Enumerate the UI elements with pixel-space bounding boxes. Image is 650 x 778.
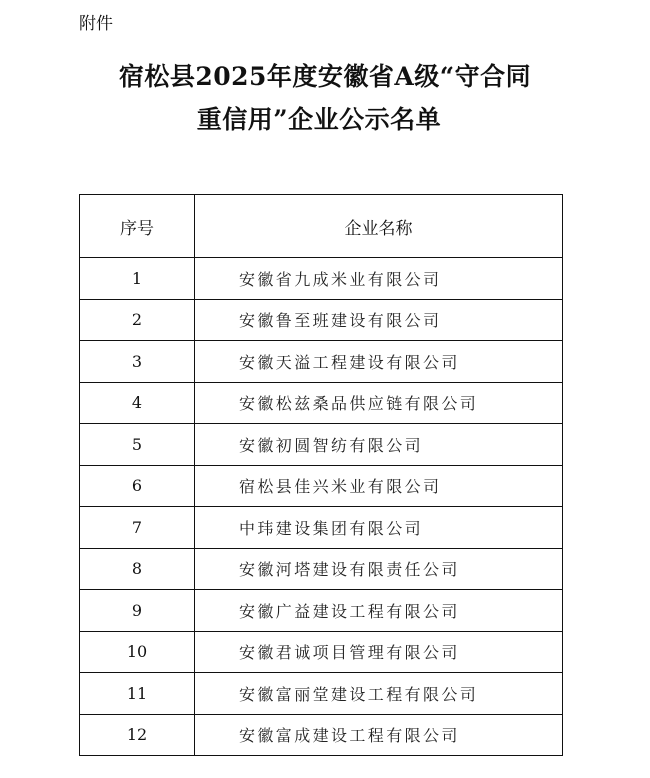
row-number: 4 [80,382,195,424]
company-name: 安徽鲁至班建设有限公司 [195,299,563,341]
company-name: 宿松县佳兴米业有限公司 [195,465,563,507]
row-number: 11 [80,673,195,715]
table-row [80,673,563,715]
table-row [80,258,563,300]
row-number: 1 [80,258,195,300]
table-row [80,631,563,673]
attachment-label: 附件 [79,14,113,34]
row-number: 10 [80,631,195,673]
document-title-line-1: 宿松县2025年度安徽省A级“守合同 [118,62,532,91]
row-number: 8 [80,548,195,590]
table-row [80,382,563,424]
company-name: 安徽松兹桑品供应链有限公司 [195,382,563,424]
table-row [80,424,563,466]
table-row [80,507,563,549]
row-number: 6 [80,465,195,507]
table-row [80,548,563,590]
company-name: 安徽富成建设工程有限公司 [195,714,563,756]
table-row [80,299,563,341]
company-name: 安徽君诚项目管理有限公司 [195,631,563,673]
header-serial-number: 序号 [80,195,195,258]
company-name: 中玮建设集团有限公司 [195,507,563,549]
table-row [80,714,563,756]
table-row [80,590,563,632]
row-number: 7 [80,507,195,549]
row-number: 5 [80,424,195,466]
company-name: 安徽富丽堂建设工程有限公司 [195,673,563,715]
table-header-row [80,195,563,258]
company-name: 安徽省九成米业有限公司 [195,258,563,300]
document-title-line-2: 重信用”企业公示名单 [196,105,442,134]
row-number: 12 [80,714,195,756]
company-name: 安徽天溢工程建设有限公司 [195,341,563,383]
header-company-name: 企业名称 [195,195,563,258]
company-name: 安徽初圆智纺有限公司 [195,424,563,466]
company-list-table [79,194,563,756]
company-name: 安徽广益建设工程有限公司 [195,590,563,632]
table-row [80,341,563,383]
row-number: 2 [80,299,195,341]
company-name: 安徽河塔建设有限责任公司 [195,548,563,590]
table-row [80,465,563,507]
row-number: 9 [80,590,195,632]
row-number: 3 [80,341,195,383]
